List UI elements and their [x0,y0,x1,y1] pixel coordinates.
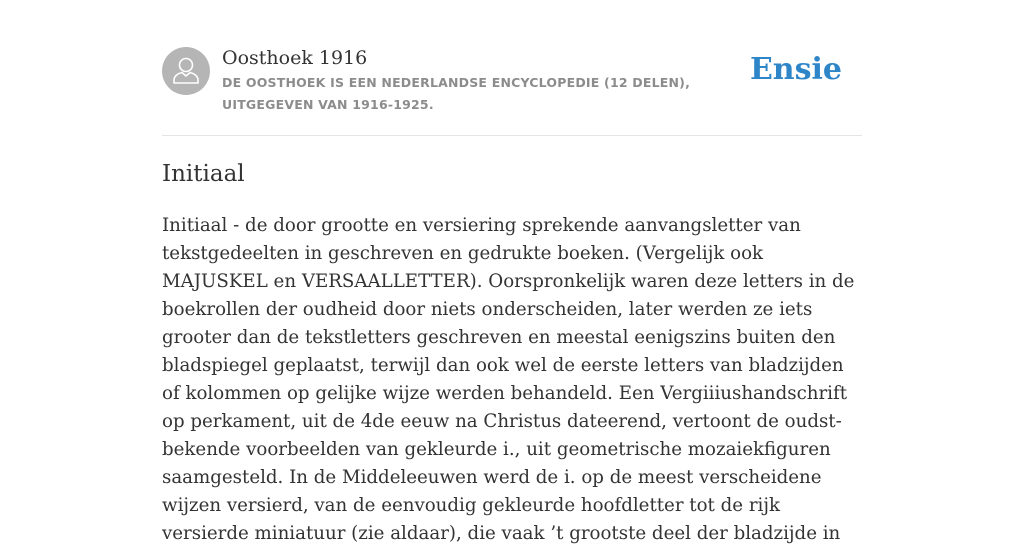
entry-title: Initiaal [162,161,245,187]
source-title[interactable]: Oosthoek 1916 [222,47,368,69]
ensie-logo-link[interactable]: Ensie [749,52,842,87]
entry-body: Initiaal - de door grootte en versiering sprekende aanvangsletter van tekstgedeelten in geschreven en gedrukte boeken. (Vergelijk ook MAJUSKEL en VERSAALLETTER). Oorspronkelijk waren deze letters in de boekrollen der oudheid door niets onderscheiden, later werden ze iets grooter dan de tekstletters geschreven en meestal eenigszins buiten den bladspiegel geplaatst, terwijl dan ook wel de eerste letters van bladzijden of kolommen op gelijke wijze werden behandeld. Een Vergiiiushandschrift op perkament, uit de 4de eeuw na Christus dateerend, vertoont de oudst-bekende voorbeelden van gekleurde i., uit geometrische mozaiekfiguren saamgesteld. In de Middeleeuwen werd de i. op de meest verscheidene wijzen versierd, van de eenvoudig gekleurde hoofdletter tot de rijk versierde miniatuur (zie aldaar), die vaak ’t grootste deel der bladzijde in [162,215,855,544]
source-description: DE OOSTHOEK IS EEN NEDERLANDSE ENCYCLOPEDIE (12 DELEN), UITGEGEVEN VAN 1916-1925. [222,75,691,112]
source-header [162,46,862,136]
user-icon [162,47,210,95]
divider [162,135,862,136]
